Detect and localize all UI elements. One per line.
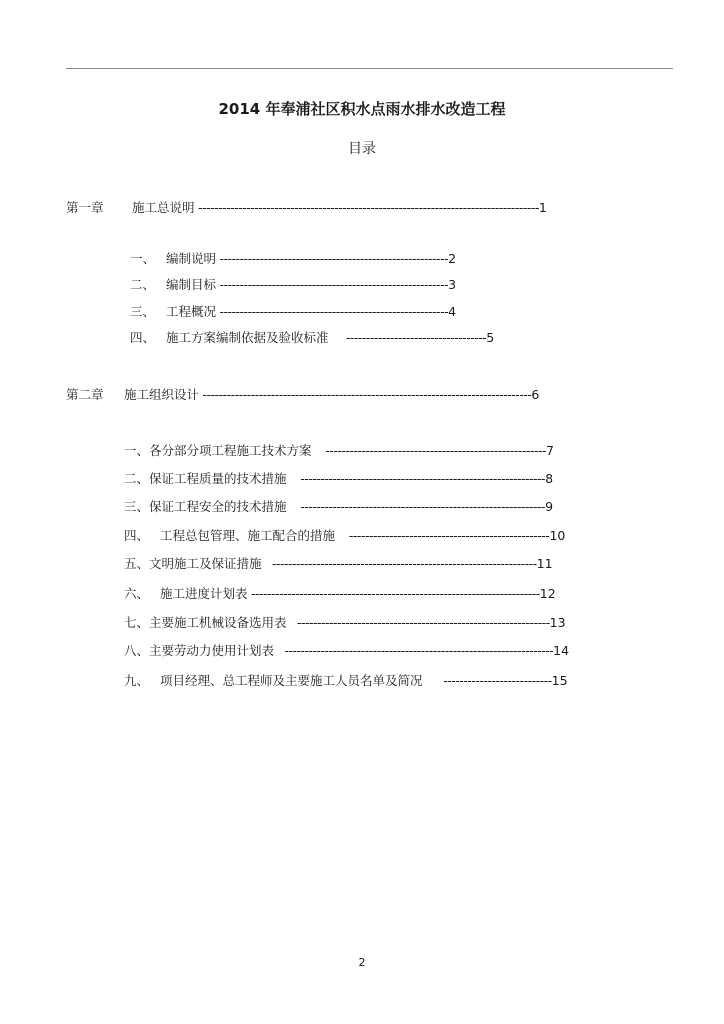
page-ref: 14 <box>553 643 570 658</box>
item-number: 四、 <box>124 528 150 543</box>
document-title: 2014 年奉浦社区积水点雨水排水改造工程 <box>218 100 506 118</box>
page-ref: 13 <box>549 615 566 630</box>
toc-item[interactable] <box>124 673 568 689</box>
item-number: 二、 <box>130 277 156 292</box>
toc-item[interactable] <box>124 443 554 459</box>
item-title: 编制说明 <box>166 251 217 266</box>
page-ref: 9 <box>545 499 554 514</box>
page-ref: 1 <box>538 200 547 215</box>
item-title: 保证工程质量的技术措施 <box>149 471 287 486</box>
page-ref: 6 <box>531 387 540 402</box>
leader-dots: -------------------------------------------------- <box>335 528 550 543</box>
toc-item[interactable] <box>130 304 456 320</box>
toc-item[interactable] <box>124 471 553 487</box>
item-title: 各分部分项工程施工技术方案 <box>149 443 312 458</box>
chapter-title: 施工总说明 <box>132 200 195 215</box>
item-number: 一、 <box>130 251 156 266</box>
toc-item[interactable] <box>130 251 456 267</box>
item-number: 二、 <box>124 471 150 486</box>
item-number: 一、 <box>124 443 150 458</box>
toc-item[interactable] <box>130 330 494 346</box>
leader-dots: ------------------------------------------------------------------ <box>261 556 537 571</box>
item-title: 保证工程安全的技术措施 <box>149 499 287 514</box>
toc-chapter-1[interactable] <box>66 200 104 216</box>
toc-item[interactable] <box>124 615 566 631</box>
leader-dots: ------------------------------------------------------------- <box>286 471 546 486</box>
toc-item[interactable] <box>124 499 553 515</box>
page-ref: 3 <box>448 277 457 292</box>
page-ref: 2 <box>448 251 457 266</box>
item-title: 工程总包管理、施工配合的措施 <box>160 528 336 543</box>
item-title: 主要劳动力使用计划表 <box>149 643 275 658</box>
item-title: 项目经理、总工程师及主要施工人员名单及简况 <box>160 673 423 688</box>
page-ref: 4 <box>448 304 457 319</box>
page-ref: 8 <box>545 471 554 486</box>
leader-dots: ------------------------------------------------------------------------------------- <box>194 200 539 215</box>
toc-item[interactable] <box>124 586 556 602</box>
leader-dots: --------------------------- <box>422 673 552 688</box>
leader-dots: --------------------------------------------------------- <box>216 277 449 292</box>
leader-dots: ------------------------------------------------------- <box>311 443 547 458</box>
item-number: 九、 <box>124 673 150 688</box>
page-ref: 10 <box>549 528 566 543</box>
chapter-label: 第一章 <box>66 200 104 215</box>
item-title: 文明施工及保证措施 <box>149 556 262 571</box>
page-ref: 12 <box>539 586 556 601</box>
leader-dots: ------------------------------------------------------------------- <box>274 643 554 658</box>
item-number: 五、 <box>124 556 150 571</box>
toc-item[interactable] <box>124 643 569 659</box>
chapter-label: 第二章 <box>66 387 104 402</box>
toc-chapter-2[interactable] <box>66 387 104 403</box>
toc-item[interactable] <box>130 277 456 293</box>
toc-chapter-2-entry[interactable] <box>124 387 539 403</box>
toc-chapter-1-entry[interactable] <box>132 200 547 216</box>
page-ref: 7 <box>546 443 554 458</box>
toc-heading: 目录 <box>348 141 376 157</box>
page-ref: 15 <box>551 673 568 688</box>
item-title: 主要施工机械设备选用表 <box>149 615 287 630</box>
leader-dots: ------------------------------------------------------------- <box>286 499 546 514</box>
item-title: 工程概况 <box>166 304 217 319</box>
leader-dots: --------------------------------------------------------- <box>216 251 449 266</box>
page-ref: 11 <box>536 556 553 571</box>
item-number: 六、 <box>124 586 150 601</box>
toc-item[interactable] <box>124 528 565 544</box>
toc-item[interactable] <box>124 556 553 572</box>
item-number: 八、 <box>124 643 150 658</box>
leader-dots: ----------------------------------- <box>328 330 487 345</box>
item-title: 编制目标 <box>166 277 217 292</box>
item-title: 施工进度计划表 <box>160 586 248 601</box>
item-number: 四、 <box>130 330 156 345</box>
leader-dots: --------------------------------------------------------------- <box>286 615 550 630</box>
item-title: 施工方案编制依据及验收标准 <box>166 330 329 345</box>
page-number: 2 <box>358 956 366 969</box>
chapter-title: 施工组织设计 <box>124 387 200 402</box>
leader-dots: ---------------------------------------------------------------------------------- <box>199 387 532 402</box>
leader-dots: ------------------------------------------------------------------------ <box>247 586 540 601</box>
page-ref: 5 <box>486 330 495 345</box>
item-number: 七、 <box>124 615 150 630</box>
leader-dots: --------------------------------------------------------- <box>216 304 449 319</box>
item-number: 三、 <box>130 304 156 319</box>
header-rule <box>66 68 673 69</box>
item-number: 三、 <box>124 499 150 514</box>
